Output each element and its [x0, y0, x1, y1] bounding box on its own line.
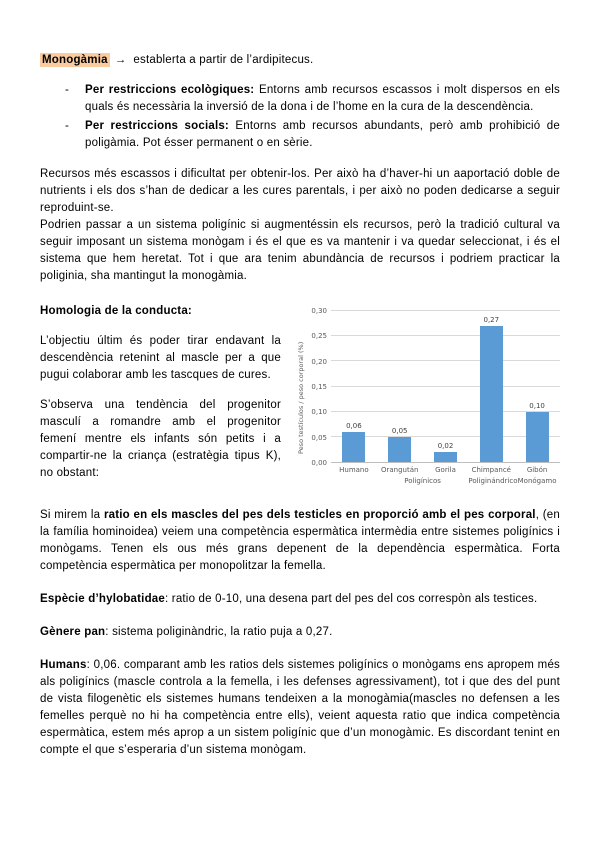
ratio-bold: ratio en els mascles del pes dels testicles en proporció amb el pes corporal — [103, 509, 536, 521]
chart-y-tick-label: 0,05 — [311, 433, 327, 442]
chart-group-label — [331, 477, 377, 485]
bullet-text — [85, 82, 560, 116]
chart-grid-row — [307, 307, 560, 467]
chart-group-label: Monógamo — [517, 477, 557, 485]
bullet-rest: Entorns amb recursos escassos i molt dispersos en els quals és necessària la inversió de la dona i de l’home en la cura de la descendència. — [85, 84, 560, 113]
dash-bullet-icon: - — [65, 84, 70, 96]
paragraph-humans — [40, 657, 560, 759]
section-heading: Homologia de la conducta: — [40, 305, 192, 317]
chart-plot — [331, 311, 560, 463]
chart-bar — [434, 452, 457, 462]
chart-group-labels — [331, 474, 560, 485]
title-rest: establerta a partir de l’ardipitecus. — [133, 54, 314, 66]
chart-bar-column — [514, 311, 560, 462]
bullet-rest: Entorns amb recursos abundants, però amb prohibició de poligàmia. Pot ésser permanent o en sèrie. — [85, 120, 560, 149]
bullet-lead: Per restriccions ecològiques: — [85, 84, 255, 96]
homologia-section — [40, 303, 560, 495]
chart-y-tick-label: 0,10 — [311, 408, 327, 417]
chart-main — [307, 307, 560, 485]
chart-bar-column — [468, 311, 514, 462]
chart-x-category-label: Gorila — [435, 466, 456, 474]
chart-x-category-label: Humano — [339, 466, 369, 474]
chart-y-ticks — [307, 307, 331, 467]
chart-bar-value-label: 0,27 — [483, 316, 500, 325]
ratio-pre: Si mirem la — [40, 509, 104, 521]
chart-bar-value-label: 0,06 — [346, 421, 362, 430]
paragraph-ratio — [40, 507, 560, 575]
chart-y-tick-label: 0,25 — [311, 332, 327, 341]
testes-weight-chart — [295, 305, 560, 485]
ratio-post: , (en la família hominoidea) veiem una competència espermàtica intermèdia entre sistemes poligínics i monògams. Tenen els ous més grans depenent de la dependència espermàtica. Forta competència espermàtica per monopolitzar la femella. — [40, 509, 560, 572]
paragraph-podrien: Podrien passar a un sistema poligínic si augmentéssin els recursos, però la tradició cultural va seguir imposant un sistema monògam i és el que es va mantenir i va quedar seleccionat, i és el sistema que hem heretat. Tot i que ara tenim abundància de recursos i podriem practicar la poliginia, sha mantingut la monogàmia. — [40, 219, 560, 282]
chart-y-tick-label: 0,00 — [311, 459, 327, 467]
bullet-text — [85, 118, 560, 152]
paragraph-objectiu: L’objectiu últim és poder tirar endavant la descendència retenint al mascle per a que pugui colaborar amb les tascques de cures. — [40, 335, 281, 381]
chart-bar — [388, 437, 411, 462]
chart-x-category-label: Chimpancé — [471, 466, 511, 474]
chart-x-labels — [331, 463, 560, 474]
chart-bar — [342, 432, 365, 462]
chart-y-tick-label: 0,30 — [311, 307, 327, 315]
chart-bar-value-label: 0,02 — [437, 441, 454, 450]
chart-group-label: Poligínicos — [404, 477, 441, 485]
bullet-lead: Per restriccions socials: — [85, 120, 229, 132]
highlighted-term: Monogàmia — [42, 54, 108, 66]
hylobatidae-lead: Espècie d’hylobatidae — [40, 593, 165, 605]
bullet-list — [40, 82, 560, 152]
chart-bar-value-label: 0,10 — [529, 401, 545, 410]
paragraph-recursos: Recursos més escassos i dificultat per obtenir-los. Per això ha d’haver-hi un aaportació doble de nutrients i els dos s’han de dedicar a les cures parentals, i per això no poden dedicarse a seguir reproduint-se. — [40, 168, 560, 214]
right-arrow-icon: → — [114, 54, 127, 66]
title-line — [40, 52, 560, 69]
chart-x-category-label: Orangután — [380, 466, 419, 474]
humans-lead: Humans — [40, 659, 87, 671]
dash-bullet-icon: - — [65, 120, 70, 132]
chart-bar — [526, 412, 549, 462]
chart-bar-value-label: 0,05 — [391, 426, 408, 435]
pan-lead: Gènere pan — [40, 626, 106, 638]
chart-y-axis-label: Peso testículos / peso corporal (%) — [297, 341, 305, 455]
chart-bar-column — [331, 311, 377, 462]
chart-bar-column — [377, 311, 423, 462]
chart-y-tick-label: 0,15 — [311, 383, 327, 391]
chart-y-tick-label: 0,20 — [311, 357, 327, 366]
chart-group-label: Poliginándrico — [468, 477, 518, 485]
humans-rest: : 0,06. comparant amb les ratios dels sistemes poligínics o monògams ens apropem més als poligínics (mascle controla a la femella, i les defenses agressivament), tot i que des del punt de vista filogenètic els sistemes humans tendeixen a la monogàmia(mascles no defensen a les femelles perquè no hi ha competència entre ells), veient aquesta ratio que indica competència espermàtica, estem més aprop a un sistem poligínic que d’un monogàmic. Es discordant tenint en compte el que s’esperaria d’un sistema monògam. — [40, 659, 560, 756]
chart-bar — [480, 326, 503, 462]
paragraph-hylobatidae — [40, 591, 560, 608]
list-item — [40, 82, 560, 116]
list-item — [40, 118, 560, 152]
chart-x-category-label: Gibón — [526, 466, 548, 474]
hylobatidae-rest: : ratio de 0-10, una desena part del pes del cos correspòn als testices. — [165, 593, 538, 605]
paragraph-pan — [40, 624, 560, 641]
paragraph-block — [40, 166, 560, 285]
chart-bar-column — [423, 311, 469, 462]
pan-rest: : sistema poliginàndric, la ratio puja a 0,27. — [105, 626, 333, 638]
paragraph-observa: S’observa una tendència del progenitor masculí a romandre amb el progenitor femení mentre els infants són petits i a compartir-ne la criança (estratègia tipus K), no obstant: — [40, 399, 281, 479]
